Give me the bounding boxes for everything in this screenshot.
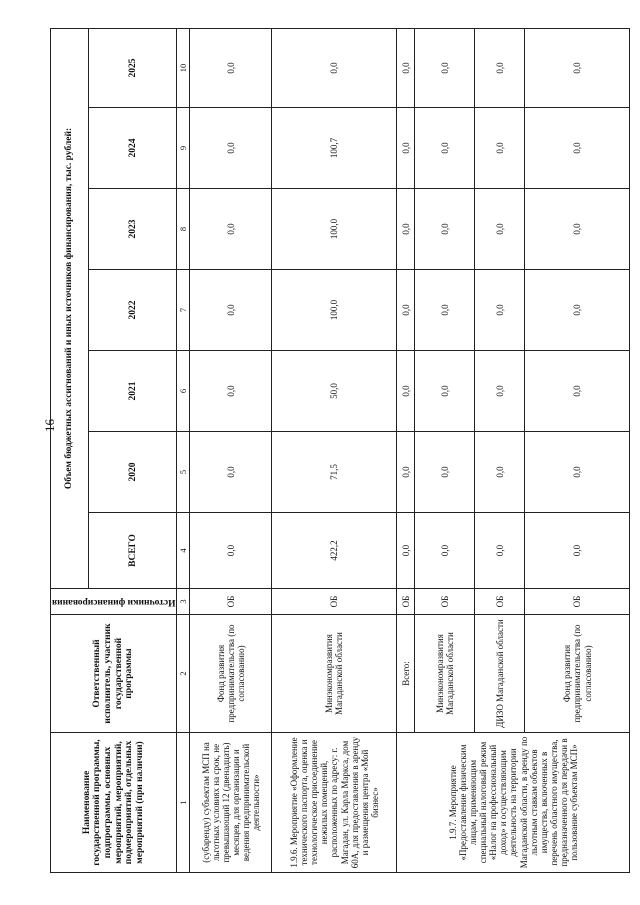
value-cell: 0,0 <box>272 29 397 108</box>
row-executor: Минэкономразвития Магаданской области <box>272 615 397 733</box>
value-cell: 0,0 <box>190 513 272 589</box>
table-row <box>397 29 415 873</box>
value-cell: 0,0 <box>525 513 630 589</box>
table-row <box>272 29 397 873</box>
row-source: ОБ <box>397 589 415 615</box>
row-name: 1.9.7. Мероприятие «Предоставление физическим лицам, применяющим специальный налоговый режим «Налог на профессиональный доход» и осуществляющим деятельность на территории Магаданской области, в аренду по льготным ставкам объектов имущества, включенных в перечень областного имущества, предназначенного для передачи в пользование субъектам МСП» <box>397 733 630 873</box>
value-cell: 0,0 <box>415 29 475 108</box>
value-cell: 0,0 <box>475 189 525 270</box>
header-source <box>51 589 177 615</box>
row-source-text: ОБ <box>329 595 340 608</box>
value-cell: 0,0 <box>415 270 475 351</box>
row-source: ОБ <box>525 589 630 615</box>
page-number: 16 <box>42 419 57 432</box>
value-cell: 0,0 <box>475 351 525 432</box>
table-row <box>190 29 272 873</box>
value-cell: 0,0 <box>415 432 475 513</box>
value-cell: 100,0 <box>272 270 397 351</box>
header-year: 2024 <box>89 108 177 189</box>
row-name: (субарендy) субъектам МСП на льготных условиях на срок, не превышающий 12 (двенадцать) месяцев, для организации и ведения предпринимательской деятельности» <box>190 733 272 873</box>
value-cell: 0,0 <box>415 513 475 589</box>
value-cell: 0,0 <box>415 189 475 270</box>
rotated-table-container <box>50 28 593 873</box>
value-cell: 50,0 <box>272 351 397 432</box>
value-cell: 0,0 <box>475 513 525 589</box>
value-cell: 100,0 <box>272 189 397 270</box>
value-cell: 0,0 <box>397 270 415 351</box>
value-cell: 0,0 <box>397 351 415 432</box>
row-source <box>190 589 272 615</box>
header-source-text: Источники финансирования <box>52 596 176 607</box>
value-cell: 0,0 <box>190 189 272 270</box>
row-name: 1.9.6. Мероприятие «Оформление технического паспорта, оценка и технологическое присоединение нежилых помещений, расположенных по адресу: г. Магадан, ул. Карла Маркса, дом 60А, для предоставления в аренду и размещения центра «Мой бизнес» <box>272 733 397 873</box>
value-cell: 0,0 <box>525 29 630 108</box>
value-cell: 0,0 <box>415 108 475 189</box>
header-total: ВСЕГО <box>89 513 177 589</box>
header-year: 2020 <box>89 432 177 513</box>
header-name: Наименование государственной программы, подпрограммы, основных мероприятий, мероприятий, подмероприятий, отдельных мероприятий (при наличии) <box>51 733 177 873</box>
value-cell: 0,0 <box>525 270 630 351</box>
header-year: 2021 <box>89 351 177 432</box>
value-cell: 0,0 <box>415 351 475 432</box>
column-number: 4 <box>177 513 190 589</box>
column-number: 2 <box>177 615 190 733</box>
header-year: 2023 <box>89 189 177 270</box>
header-funding-group: Объем бюджетных ассигнований и иных источников финансирования, тыс. рублей: <box>51 29 89 589</box>
column-number: 3 <box>177 589 190 615</box>
header-year: 2025 <box>89 29 177 108</box>
value-cell: 0,0 <box>475 29 525 108</box>
row-executor: Фонд развития предпринимательства (по согласованию) <box>525 615 630 733</box>
value-cell: 0,0 <box>397 29 415 108</box>
header-year: 2022 <box>89 270 177 351</box>
value-cell: 100,7 <box>272 108 397 189</box>
row-executor: ДИЗО Магаданской области <box>475 615 525 733</box>
value-cell: 0,0 <box>397 189 415 270</box>
value-cell: 0,0 <box>525 108 630 189</box>
row-source <box>272 589 397 615</box>
column-numbers-row <box>177 29 190 873</box>
value-cell: 0,0 <box>190 108 272 189</box>
column-number: 5 <box>177 432 190 513</box>
value-cell: 0,0 <box>190 29 272 108</box>
row-source-text: ОБ <box>225 595 236 608</box>
value-cell: 0,0 <box>525 432 630 513</box>
funding-table <box>50 28 630 873</box>
value-cell: 0,0 <box>397 108 415 189</box>
row-executor: Фонд развития предпринимательства (по согласованию) <box>190 615 272 733</box>
value-cell: 0,0 <box>525 189 630 270</box>
row-executor: Всего: <box>397 615 415 733</box>
column-number: 8 <box>177 189 190 270</box>
value-cell: 0,0 <box>190 270 272 351</box>
column-number: 9 <box>177 108 190 189</box>
value-cell: 0,0 <box>190 432 272 513</box>
value-cell: 71,5 <box>272 432 397 513</box>
value-cell: 0,0 <box>475 108 525 189</box>
row-source: ОБ <box>415 589 475 615</box>
value-cell: 0,0 <box>397 513 415 589</box>
column-number: 10 <box>177 29 190 108</box>
header-executor: Ответственный исполнитель, участник государственной программы <box>51 615 177 733</box>
value-cell: 0,0 <box>525 351 630 432</box>
value-cell: 0,0 <box>190 351 272 432</box>
value-cell: 0,0 <box>475 270 525 351</box>
row-source: ОБ <box>475 589 525 615</box>
column-number: 6 <box>177 351 190 432</box>
value-cell: 422,2 <box>272 513 397 589</box>
value-cell: 0,0 <box>397 432 415 513</box>
row-executor: Минэкономразвития Магаданской области <box>415 615 475 733</box>
column-number: 7 <box>177 270 190 351</box>
column-number: 1 <box>177 733 190 873</box>
value-cell: 0,0 <box>475 432 525 513</box>
